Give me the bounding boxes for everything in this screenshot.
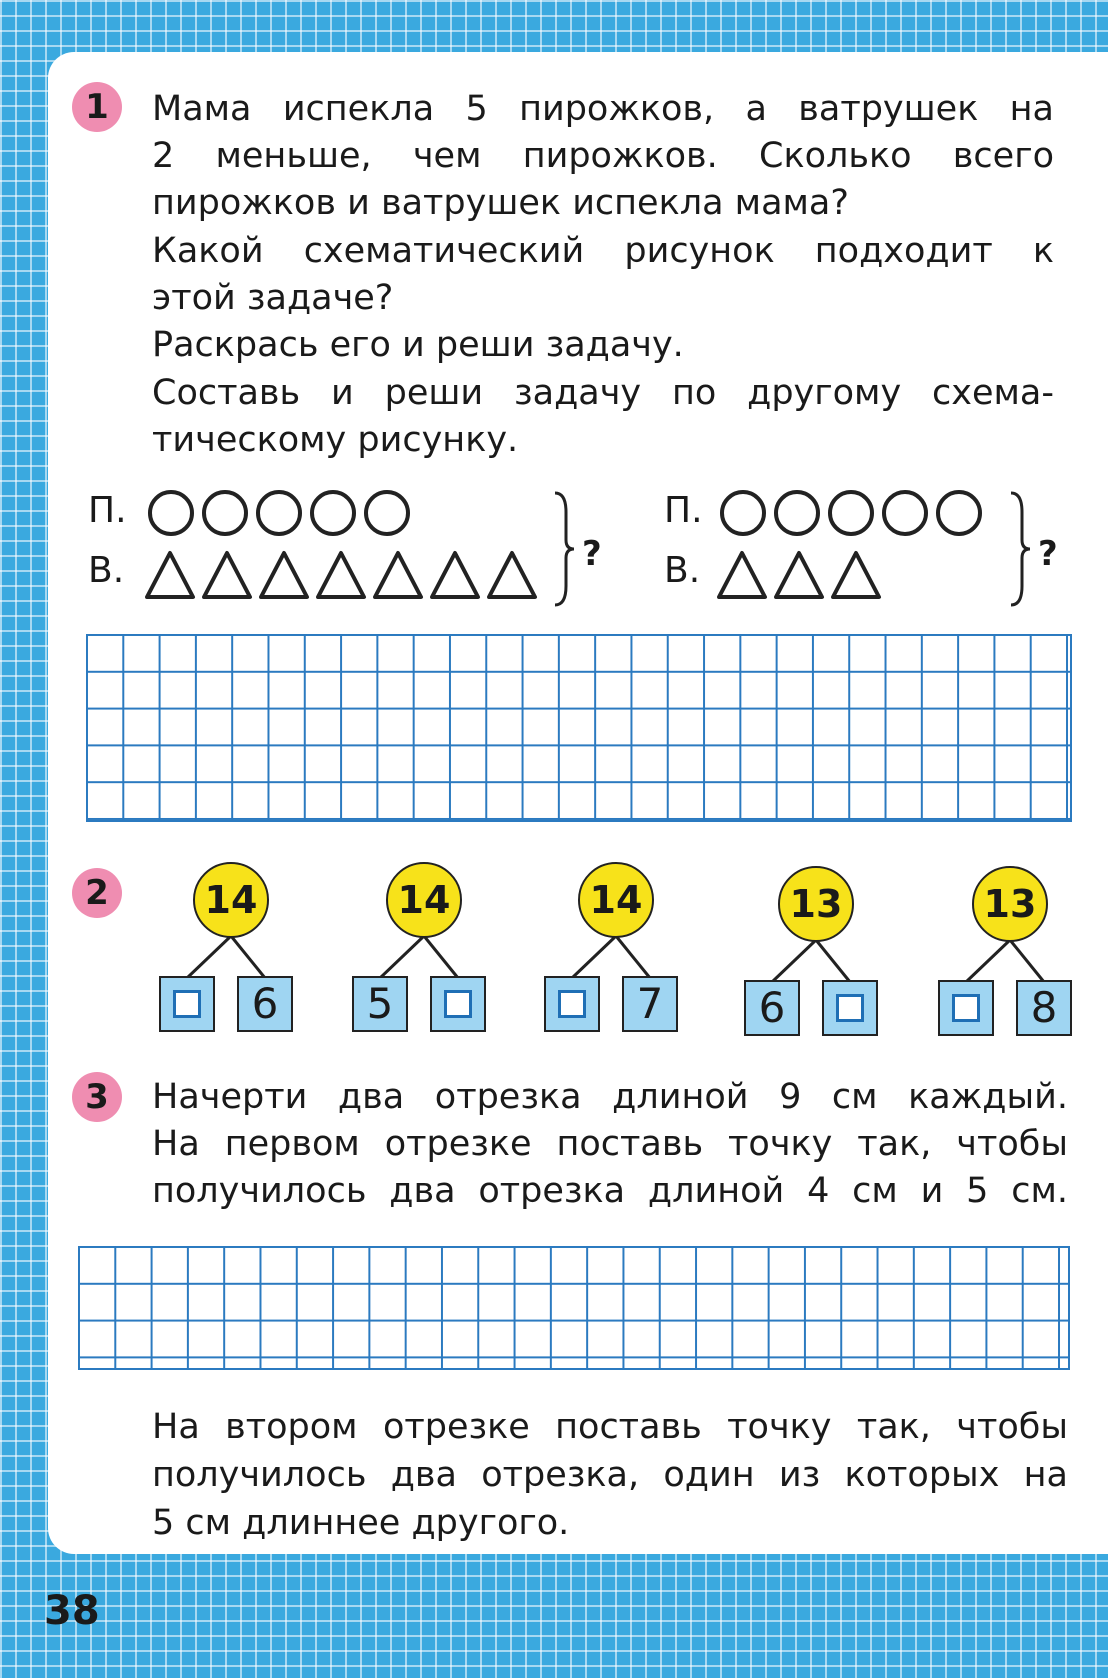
triangle-shape xyxy=(486,550,538,600)
tree-right-box: 7 xyxy=(622,976,678,1032)
task-1-line-2: 2 меньше, чем пирожков. Сколько всего xyxy=(152,136,1054,176)
tree-right-box[interactable] xyxy=(430,976,486,1032)
triangle-shape xyxy=(429,550,481,600)
task-1-question-1: Какой схематический рисунок подходит к xyxy=(152,231,1054,271)
scheme-a-circles xyxy=(148,490,418,536)
tree-left-box: 5 xyxy=(352,976,408,1032)
circle-shape xyxy=(310,490,356,536)
triangle-shape xyxy=(773,550,825,600)
scheme-a-question-mark: ? xyxy=(582,534,602,574)
task-1-instruction: Раскрась его и реши задачу. xyxy=(152,325,684,365)
circle-shape xyxy=(720,490,766,536)
triangle-shape xyxy=(315,550,367,600)
page-number: 38 xyxy=(44,1588,100,1634)
tree-left-box[interactable] xyxy=(938,980,994,1036)
tree-left-box[interactable] xyxy=(544,976,600,1032)
task-1-compose-2: тическому рисунку. xyxy=(152,420,519,460)
empty-answer-square[interactable] xyxy=(836,994,864,1022)
task-1-badge: 1 xyxy=(72,82,122,132)
scheme-b-question-mark: ? xyxy=(1038,534,1058,574)
triangle-shape xyxy=(201,550,253,600)
task-3-line-1: Начерти два отрезка длиной 9 см каждый. xyxy=(152,1077,1068,1117)
scheme-b-circles xyxy=(720,490,990,536)
answer-grid-1[interactable] xyxy=(86,634,1072,822)
triangle-shape xyxy=(830,550,882,600)
scheme-b-triangles xyxy=(716,550,887,600)
circle-shape xyxy=(148,490,194,536)
tree-top-number: 14 xyxy=(193,862,269,938)
number-tree xyxy=(348,862,498,1042)
empty-answer-square[interactable] xyxy=(558,990,586,1018)
scheme-b-label-p: П. xyxy=(664,490,703,531)
scheme-a-label-v: В. xyxy=(88,550,125,591)
task-3-second-line-3: 5 см длиннее другого. xyxy=(152,1503,570,1543)
task-3-line-3: получилось два отрезка длиной 4 см и 5 см. xyxy=(152,1171,1068,1211)
tree-left-box: 6 xyxy=(744,980,800,1036)
triangle-shape xyxy=(716,550,768,600)
circle-shape xyxy=(774,490,820,536)
number-tree xyxy=(540,862,690,1042)
empty-answer-square[interactable] xyxy=(952,994,980,1022)
circle-shape xyxy=(828,490,874,536)
number-tree xyxy=(934,866,1084,1046)
circle-shape xyxy=(256,490,302,536)
triangle-shape xyxy=(372,550,424,600)
circle-shape xyxy=(202,490,248,536)
task-2-badge: 2 xyxy=(72,868,122,918)
tree-top-number: 14 xyxy=(386,862,462,938)
scheme-b-brace xyxy=(1008,490,1032,608)
task-1-line-3: пирожков и ватрушек испекла мама? xyxy=(152,183,849,223)
tree-top-number: 14 xyxy=(578,862,654,938)
task-3-second-line-1: На втором отрезке поставь точку так, чтобы xyxy=(152,1407,1068,1447)
number-tree xyxy=(740,866,890,1046)
scheme-a-brace xyxy=(552,490,576,608)
scheme-a-label-p: П. xyxy=(88,490,127,531)
tree-right-box[interactable] xyxy=(822,980,878,1036)
circle-shape xyxy=(364,490,410,536)
tree-top-number: 13 xyxy=(778,866,854,942)
triangle-shape xyxy=(144,550,196,600)
task-1-line-1: Мама испекла 5 пирожков, а ватрушек на xyxy=(152,89,1054,129)
task-1-question-2: этой задаче? xyxy=(152,278,394,318)
tree-right-box: 6 xyxy=(237,976,293,1032)
triangle-shape xyxy=(258,550,310,600)
empty-answer-square[interactable] xyxy=(173,990,201,1018)
empty-answer-square[interactable] xyxy=(444,990,472,1018)
task-3-second-line-2: получилось два отрезка, один из которых на xyxy=(152,1455,1068,1495)
tree-top-number: 13 xyxy=(972,866,1048,942)
answer-grid-2[interactable] xyxy=(78,1246,1070,1370)
tree-left-box[interactable] xyxy=(159,976,215,1032)
number-tree xyxy=(155,862,305,1042)
task-1-compose-1: Составь и реши задачу по другому схема- xyxy=(152,373,1054,413)
circle-shape xyxy=(936,490,982,536)
circle-shape xyxy=(882,490,928,536)
scheme-a-triangles xyxy=(144,550,543,600)
task-3-line-2: На первом отрезке поставь точку так, чтобы xyxy=(152,1124,1068,1164)
task-3-badge: 3 xyxy=(72,1072,122,1122)
scheme-b-label-v: В. xyxy=(664,550,701,591)
tree-right-box: 8 xyxy=(1016,980,1072,1036)
